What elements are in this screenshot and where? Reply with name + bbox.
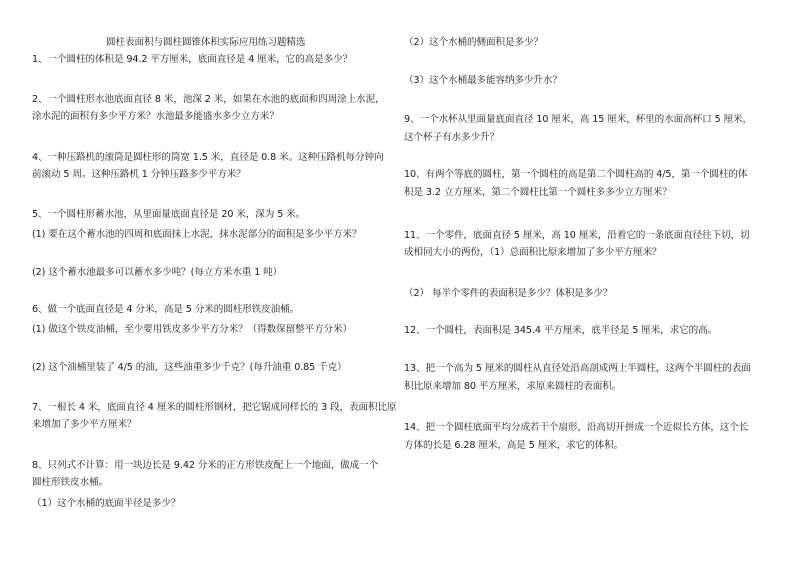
question-8-line-1: 8、只列式不计算：用一块边长是 9.42 分米的正方形铁皮配上一个地面，做成一个 (32, 460, 379, 471)
question-6-part-1: (1) 做这个铁皮油桶，至少要用铁皮多少平方分米？（得数保留整平方分米） (32, 324, 353, 335)
question-13-line-2: 积比原来增加 80 平方厘米，求原来圆柱的表面积。 (404, 381, 622, 392)
question-5: 5、一个圆柱形蓄水池，从里面量底面直径是 20 米，深为 5 米。 (32, 209, 306, 220)
question-10-line-1: 10、有两个等底的圆柱，第一个圆柱的高是第二个圆柱高的 4/5，第一个圆柱的体 (404, 169, 748, 180)
question-11-part-2: （2） 每半个零件的表面积是多少？体积是多少？ (404, 288, 613, 299)
question-5-part-2: (2) 这个蓄水池最多可以蓄水多少吨？(每立方米水重 1 吨） (32, 267, 283, 278)
question-2-line-1: 2、一个圆柱形水池底面直径 8 米，池深 2 米，如果在水池的底面和四周涂上水泥， (32, 94, 385, 105)
question-7-line-2: 来增加了多少平方厘米？ (32, 419, 137, 430)
question-14-line-1: 14、把一个圆柱底面平均分成若干个扇形，沿高切开拼成一个近似长方体，这个长 (404, 422, 749, 433)
question-7-line-1: 7、一根长 4 米，底面直径 4 厘米的圆柱形钢材，把它锯成同样长的 3 段，表面积比原 (32, 402, 397, 413)
question-2-line-2: 涂水泥的面积有多少平方米？水池最多能盛水多少立方米？ (32, 111, 279, 122)
question-4-line-2: 前滚动 5 周。这种压路机 1 分钟压路多少平方米？ (32, 169, 246, 180)
question-8-part-3: （3）这个水桶最多能容纳多少升水？ (404, 75, 562, 86)
question-13-line-1: 13、把一个高为 5 厘米的圆柱从直径处沿高剖成两上半圆柱，这两个半圆柱的表面 (404, 363, 751, 374)
question-8-part-1: （1）这个水桶的底面半径是多少？ (32, 498, 181, 509)
question-11-line-1: 11、一个零件，底面直径 5 厘米，高 10 厘米，沿着它的一条底面直径往下切，切 (404, 230, 750, 241)
question-9-line-2: 这个杯子有水多少升？ (404, 132, 499, 143)
question-9-line-1: 9、一个水杯从里面量底面直径 10 厘米，高 15 厘米，杯里的水面高杯口 5 厘米， (404, 114, 753, 125)
question-8-part-2: （2）这个水桶的侧面积是多少？ (404, 37, 543, 48)
question-1: 1、一个圆柱的体积是 94.2 平方厘米，底面直径是 4 厘米，它的高是多少？ (32, 54, 353, 65)
question-12: 12、一个圆柱，表面积是 345.4 平方厘米，底半径是 5 厘米，求它的高。 (404, 325, 718, 336)
question-5-part-1: (1) 要在这个蓄水池的四周和底面抹上水泥，抹水泥部分的面积是多少平方米？ (32, 229, 362, 240)
question-11-line-2: 成相同大小的两份，（1）总面积比原来增加了多少平方厘米？ (404, 247, 662, 258)
question-14-line-2: 方体的长是 6.28 厘米，高是 5 厘米，求它的体积。 (404, 440, 624, 451)
question-10-line-2: 积是 3.2 立方厘米，第二个圆柱比第一个圆柱多多少立方厘米？ (404, 187, 672, 198)
page-title: 圆柱表面积与圆柱圆锥体积实际应用练习题精选 (106, 37, 306, 48)
question-8-line-2: 圆柱形铁皮水桶。 (32, 477, 108, 488)
question-4-line-1: 4、一种压路机的滚筒是圆柱形的筒宽 1.5 米，直径是 0.8 米。这种压路机每分钟向 (32, 152, 384, 163)
question-6-part-2: (2) 这个油桶里装了 4/5 的油，这些油重多少千克？(每升油重 0.85 千克） (32, 362, 347, 373)
question-6: 6、做一个底面直径是 4 分米，高是 5 分米的圆柱形铁皮油桶。 (32, 304, 300, 315)
